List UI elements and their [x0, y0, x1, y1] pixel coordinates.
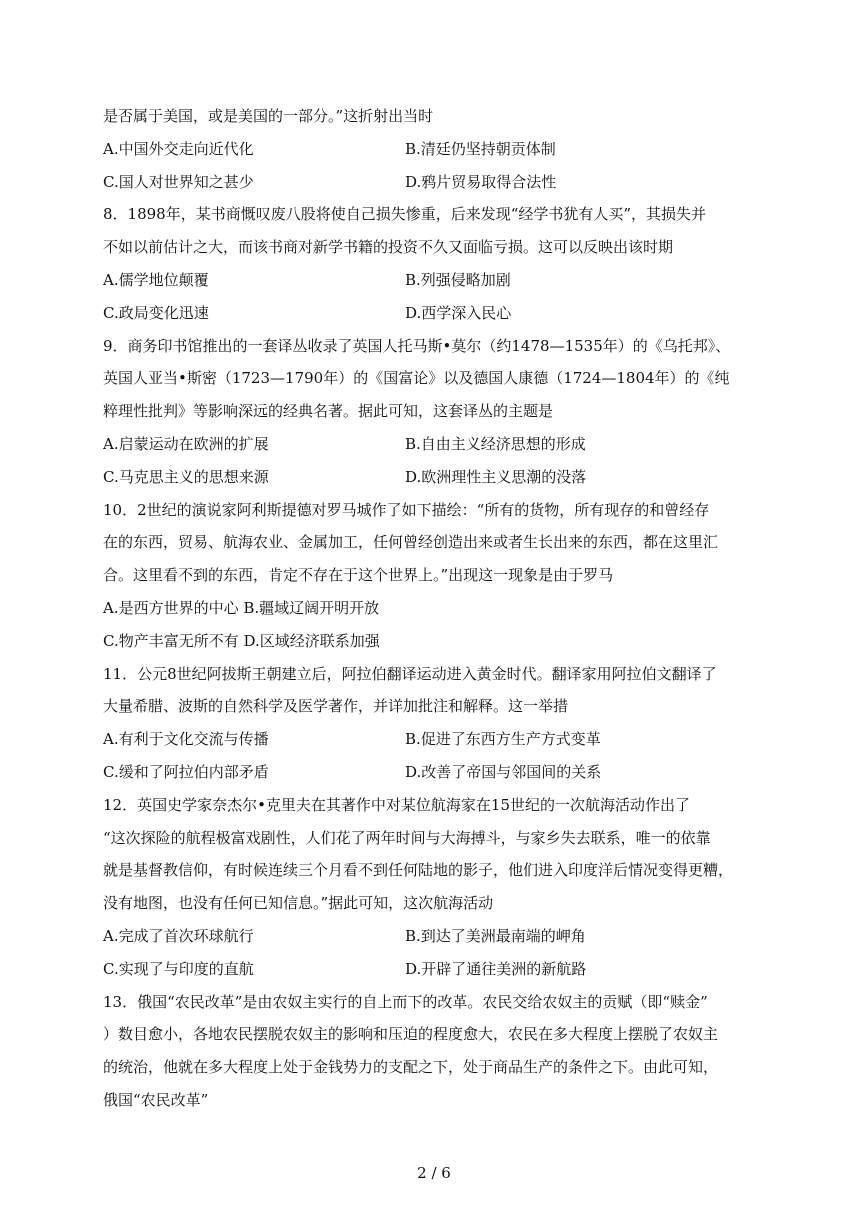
option-right: D.改善了帝国与邻国间的关系 [405, 762, 602, 781]
option-row [103, 264, 783, 297]
option-left: C.国人对世界知之甚少 [103, 172, 254, 191]
option-row [103, 756, 783, 789]
option-right: B.自由主义经济思想的形成 [405, 434, 586, 453]
option-row [103, 920, 783, 953]
exam-content [103, 100, 783, 1117]
text-line: 11．公元8世纪阿拔斯王朝建立后，阿拉伯翻译运动进入黄金时代。翻译家用阿拉伯文翻译了 [103, 664, 717, 683]
option-right: D.西学深入民心 [405, 303, 512, 322]
option-row [103, 166, 783, 199]
text-line: 是否属于美国，或是美国的一部分。”这折射出当时 [103, 107, 434, 125]
option-right: B.列强侵略加剧 [405, 270, 511, 289]
option-left: A.中国外交走向近代化 [103, 139, 254, 158]
text-line: 粹理性批判》等影响深远的经典名著。据此可知，这套译丛的主题是 [103, 402, 554, 421]
text-line: 合。这里看不到的东西，肯定不存在于这个世界上。”出现这一现象是由于罗马 [103, 566, 614, 585]
option-left: C.缓和了阿拉伯内部矛盾 [103, 762, 269, 781]
option-left: C.实现了与印度的直航 [103, 959, 254, 978]
option-left: A.启蒙运动在欧洲的扩展 [103, 434, 269, 453]
option-right: D.鸦片贸易取得合法性 [405, 172, 557, 191]
option-row [103, 133, 783, 166]
text-line: 10．2世纪的演说家阿利斯提德对罗马城作了如下描绘：“所有的货物，所有现存的和曾经存 [103, 500, 710, 519]
text-line: 不如以前估计之大，而该书商对新学书籍的投资不久又面临亏损。这可以反映出该时期 [103, 238, 674, 257]
option-left: A.完成了首次环球航行 [103, 926, 254, 945]
option-left: C.马克思主义的思想来源 [103, 467, 269, 486]
option-right: B.促进了东西方生产方式变革 [405, 730, 601, 749]
text-line: 12．英国史学家奈杰尔•克里夫在其著作中对某位航海家在15世纪的一次航海活动作出了 [103, 795, 691, 814]
text-line: 的统治，他就在多大程度上处于金钱势力的支配之下，处于商品生产的条件之下。由此可知， [103, 1058, 719, 1077]
option-row [103, 953, 783, 986]
text-line: 13．俄国“农民改革”是由农奴主实行的自上而下的改革。农民交给农奴主的贡赋（即“赎金” [103, 992, 708, 1011]
text-line: A.是西方世界的中心 B.疆域辽阔开明开放 [103, 598, 380, 617]
text-line: C.物产丰富无所不有 D.区域经济联系加强 [103, 631, 380, 650]
option-right: B.到达了美洲最南端的岬角 [405, 926, 586, 945]
option-row [103, 428, 783, 461]
text-line: ）数目愈小，各地农民摆脱农奴主的影响和压迫的程度愈大，农民在多大程度上摆脱了农奴主 [103, 1025, 719, 1044]
text-line: 英国人亚当•斯密（1723—1790年）的《国富论》以及德国人康德（1724—1804年）的《纯 [103, 369, 730, 388]
text-line: 俄国“农民改革” [103, 1090, 209, 1109]
option-right: B.清廷仍坚持朝贡体制 [405, 139, 556, 158]
option-left: C.政局变化迅速 [103, 303, 209, 322]
option-row [103, 297, 783, 330]
option-right: D.开辟了通往美洲的新航路 [405, 959, 587, 978]
option-left: A.儒学地位颠覆 [103, 270, 209, 289]
text-line: 就是基督教信仰，有时候连续三个月看不到任何陆地的影子，他们进入印度洋后情况变得更糟， [103, 861, 734, 880]
option-left: A.有利于文化交流与传播 [103, 730, 269, 749]
text-line: 在的东西，贸易、航海农业、金属加工，任何曾经创造出来或者生长出来的东西，都在这里汇 [103, 533, 719, 552]
option-row [103, 461, 783, 494]
option-row [103, 723, 783, 756]
page-number: 2 / 6 [417, 1164, 451, 1182]
text-line: 没有地图，也没有任何已知信息。”据此可知，这次航海活动 [103, 894, 494, 913]
text-line: 大量希腊、波斯的自然科学及医学著作，并详加批注和解释。这一举措 [103, 697, 569, 716]
text-line: “这次探险的航程极富戏剧性，人们花了两年时间与大海搏斗，与家乡失去联系，唯一的依靠 [103, 828, 711, 847]
text-line: 8．1898年，某书商慨叹废八股将使自己损失惨重，后来发现“经学书犹有人买”，其损失并 [103, 205, 707, 224]
text-line: 9．商务印书馆推出的一套译丛收录了英国人托马斯•莫尔（约1478—1535年）的《乌托邦》、 [103, 336, 731, 355]
option-right: D.欧洲理性主义思潮的没落 [405, 467, 587, 486]
